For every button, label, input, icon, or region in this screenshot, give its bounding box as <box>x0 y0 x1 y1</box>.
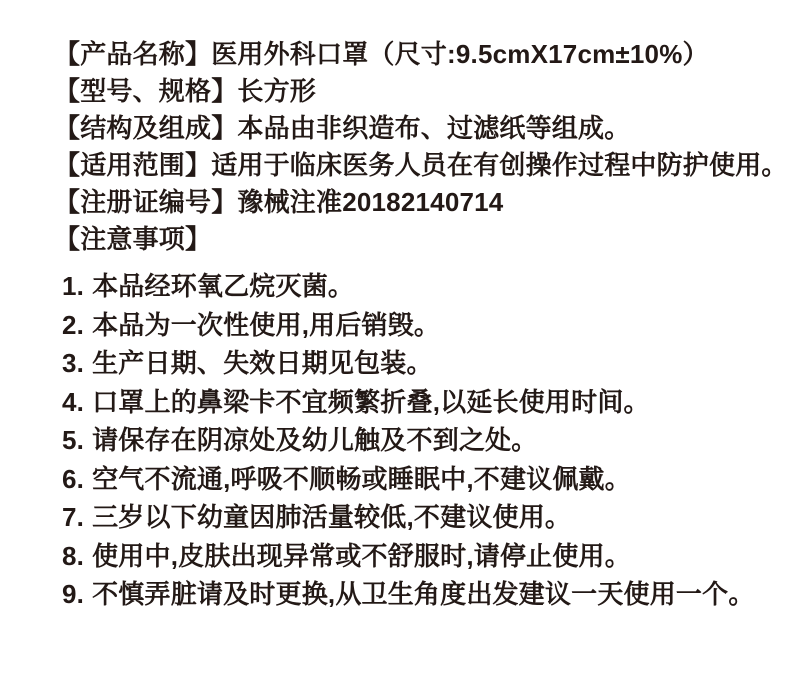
field-row-product-name <box>54 36 766 73</box>
precaution-item <box>62 306 766 345</box>
precaution-text: 空气不流通,呼吸不顺畅或睡眠中,不建议佩戴。 <box>92 463 631 494</box>
precaution-number: 9. <box>62 579 85 609</box>
precaution-text: 本品为一次性使用,用后销毁。 <box>92 309 441 340</box>
field-label: 【注册证编号】 <box>54 187 238 217</box>
field-value: 本品由非织造布、过滤纸等组成。 <box>237 113 631 143</box>
precaution-list <box>54 267 766 614</box>
precaution-item <box>62 267 766 306</box>
field-label: 【注意事项】 <box>54 224 212 254</box>
precaution-number: 8. <box>62 540 85 571</box>
precaution-item <box>62 460 766 499</box>
precaution-number: 6. <box>62 463 85 494</box>
precaution-item <box>62 383 766 422</box>
precaution-item <box>62 537 766 576</box>
field-row-structure <box>54 110 766 147</box>
field-value: 豫械注准20182140714 <box>237 187 504 217</box>
field-label: 【适用范围】 <box>54 150 212 180</box>
precaution-text: 不慎弄脏请及时更换,从卫生角度出发建议一天使用一个。 <box>92 579 755 609</box>
field-row-registration-number <box>54 184 766 221</box>
precaution-item <box>62 421 766 460</box>
precaution-number: 2. <box>62 309 85 340</box>
field-label: 【型号、规格】 <box>54 76 238 106</box>
field-row-model-spec <box>54 73 766 110</box>
precaution-text: 使用中,皮肤出现异常或不舒服时,请停止使用。 <box>92 540 631 571</box>
precaution-number: 4. <box>62 386 85 417</box>
precaution-number: 5. <box>62 425 85 455</box>
precaution-text: 请保存在阴凉处及幼儿触及不到之处。 <box>92 425 538 455</box>
precaution-number: 3. <box>62 348 85 378</box>
field-value: 适用于临床医务人员在有创操作过程中防护使用。 <box>211 150 788 180</box>
precaution-text: 生产日期、失效日期见包装。 <box>92 348 433 378</box>
field-row-precautions-heading <box>54 221 766 258</box>
precaution-text: 三岁以下幼童因肺活量较低,不建议使用。 <box>92 502 572 532</box>
field-value: 医用外科口罩（尺寸:9.5cmX17cm±10%） <box>211 39 709 69</box>
field-row-scope <box>54 147 788 184</box>
field-value: 长方形 <box>237 76 317 106</box>
precaution-item <box>62 344 766 383</box>
precaution-number: 1. <box>62 271 85 301</box>
precaution-text: 口罩上的鼻梁卡不宜频繁折叠,以延长使用时间。 <box>92 386 650 417</box>
field-label: 【产品名称】 <box>54 39 212 69</box>
precaution-item <box>62 575 766 614</box>
precaution-text: 本品经环氧乙烷灭菌。 <box>92 271 355 301</box>
precaution-item <box>62 498 766 537</box>
precaution-number: 7. <box>62 502 85 532</box>
field-list <box>54 36 788 258</box>
field-label: 【结构及组成】 <box>54 113 238 143</box>
